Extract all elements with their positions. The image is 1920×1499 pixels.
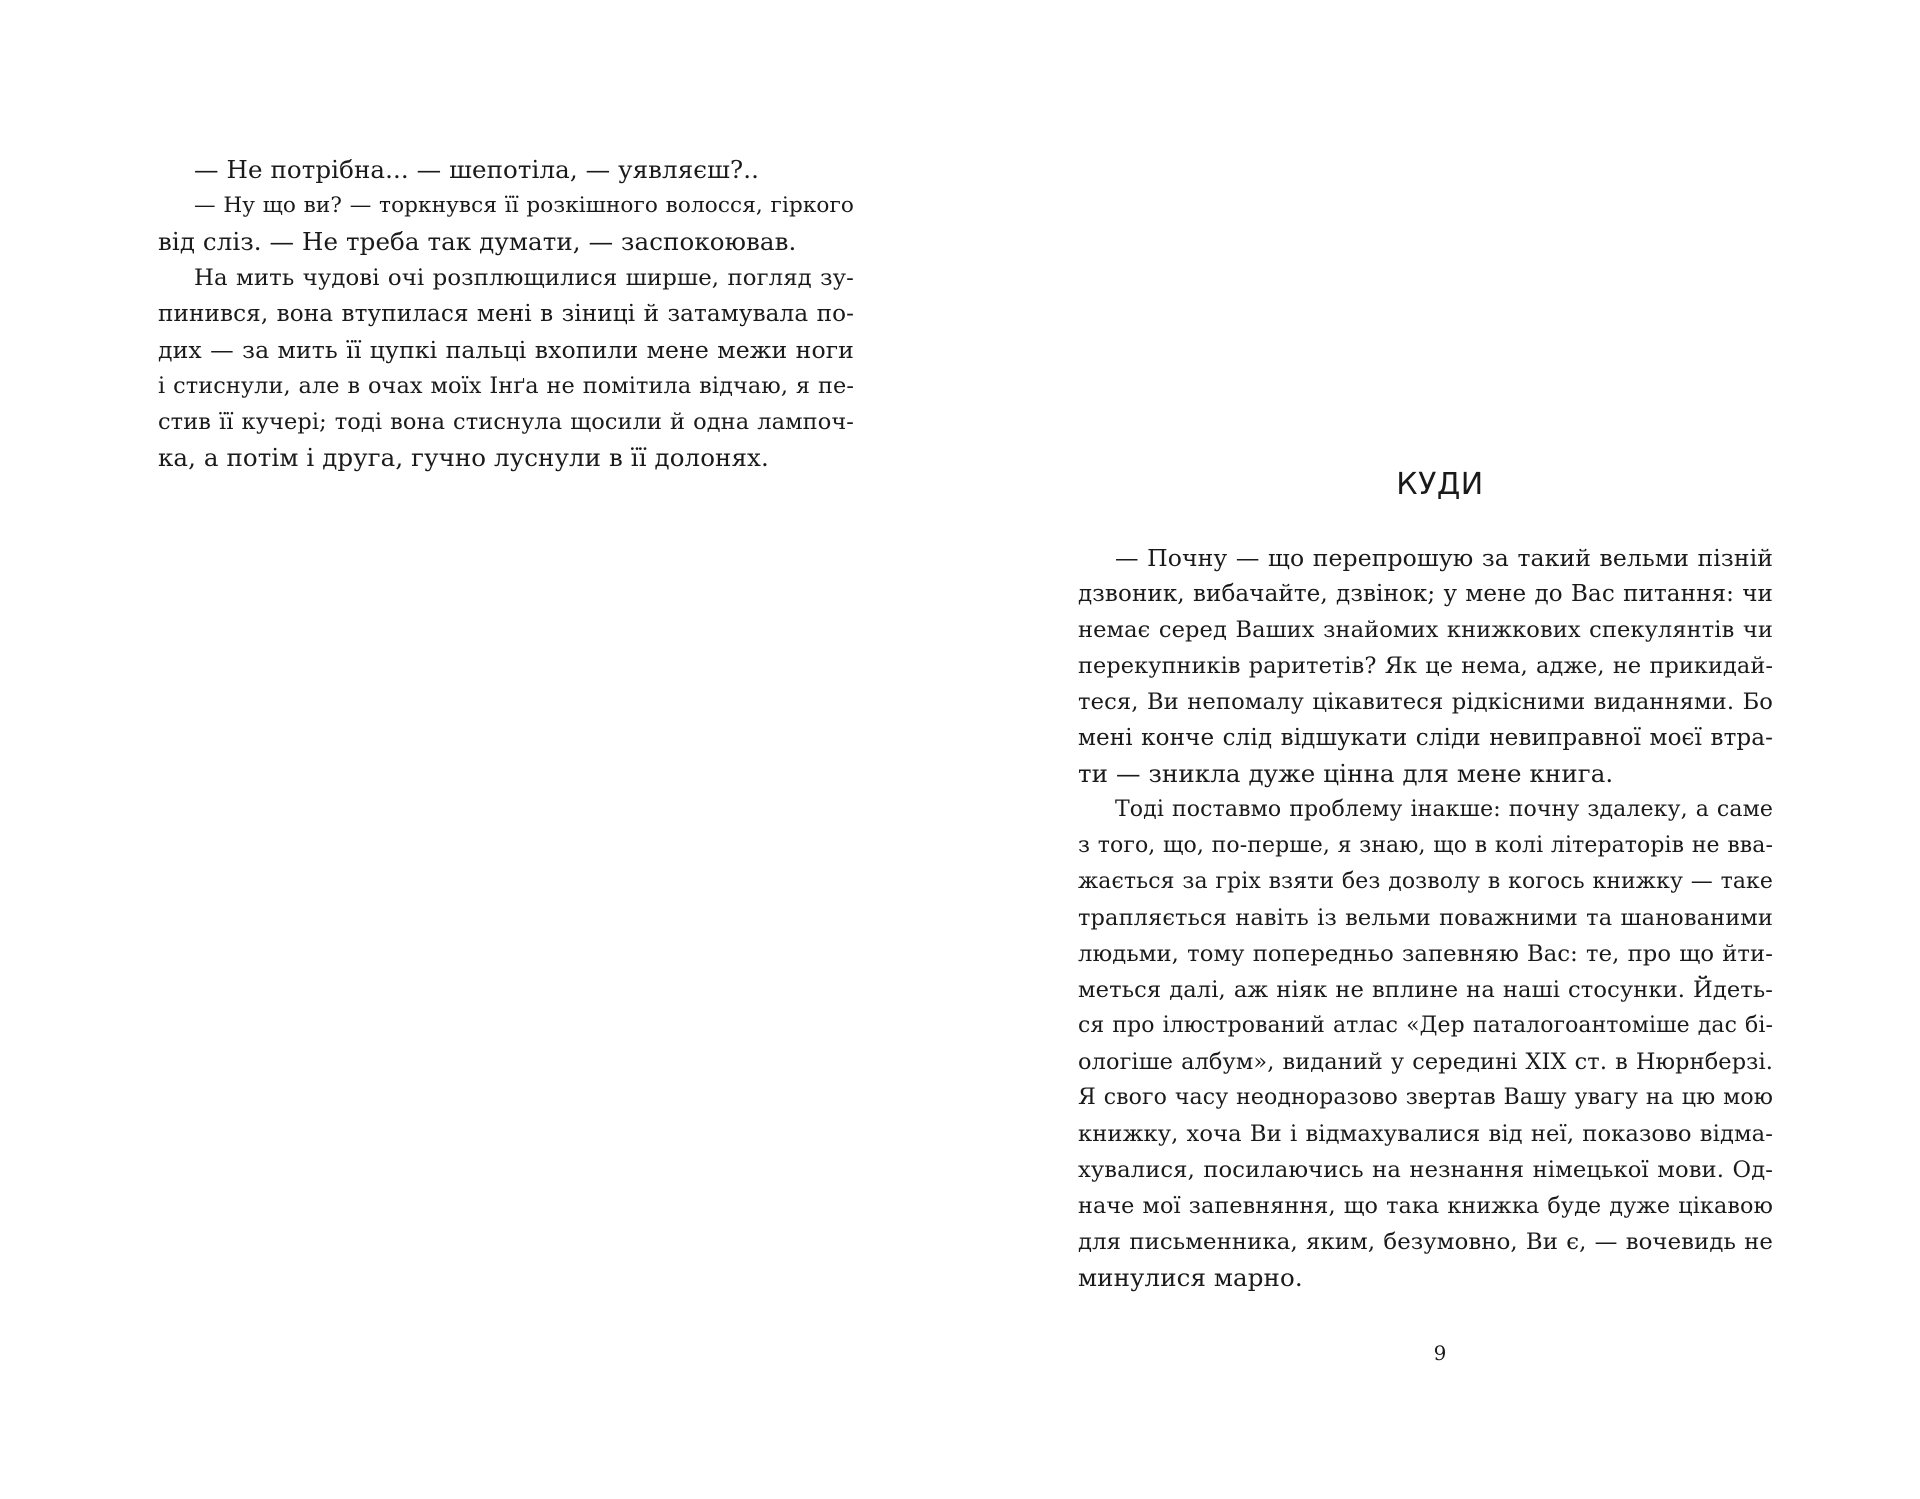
body-text-line: хувалися, посилаючись на незнання німецької мови. Од-: [1078, 1157, 1773, 1183]
body-text-line: від сліз. — Не треба так думати, — заспокоював.: [158, 227, 797, 256]
body-text-line: і стиснули, але в очах моїх Інґа не помітила відчаю, я пе-: [158, 373, 854, 399]
body-text-line: книжку, хоча Ви і відмахувалися від неї, показово відма-: [1078, 1121, 1773, 1147]
body-text-line: немає серед Ваших знайомих книжкових спекулянтів чи: [1078, 617, 1773, 643]
body-text-line: ся про ілюстрований атлас «Дер паталогоантоміше дас бі-: [1078, 1013, 1773, 1038]
body-text-line: стив її кучері; тоді вона стиснула щосили й одна лампоч-: [158, 409, 854, 435]
body-text-line: Тоді поставмо проблему інакше: почну здалеку, а саме: [1115, 797, 1773, 822]
body-text-line: Я свого часу неодноразово звертав Вашу увагу на цю мою: [1078, 1085, 1773, 1110]
body-text-line: На мить чудові очі розплющилися ширше, погляд зу-: [194, 265, 854, 291]
body-text-line: людьми, тому попередньо запевняю Вас: те, про що йти-: [1078, 941, 1773, 967]
body-text-line: мені конче слід відшукати сліди невиправної моєї втра-: [1078, 725, 1773, 751]
body-text-line: ти — зникла дуже цінна для мене книга.: [1078, 759, 1614, 788]
body-text-line: меться далі, аж ніяк не вплине на наші стосунки. Йдеть-: [1078, 977, 1773, 1003]
body-text-line: жається за гріх взяти без дозволу в когось книжку — таке: [1078, 869, 1773, 894]
page-number: 9: [1433, 1341, 1447, 1365]
body-text-line: наче мої запевняння, що така книжка буде дуже цікавою: [1078, 1193, 1773, 1219]
right-page: [960, 0, 1920, 1499]
body-text-line: дих — за мить її цупкі пальці вхопили мене межи ноги: [158, 336, 854, 364]
body-text-line: — Почну — що перепрошую за такий вельми пізній: [1115, 544, 1773, 572]
body-text-line: дзвоник, вибачайте, дзвінок; у мене до Вас питання: чи: [1078, 581, 1773, 607]
body-text-line: ка, а потім і друга, гучно луснули в її долонях.: [158, 443, 769, 472]
body-text-line: теся, Ви непомалу цікавитеся рідкісними виданнями. Бо: [1078, 689, 1773, 715]
body-text-line: минулися марно.: [1078, 1263, 1303, 1292]
body-text-line: — Не потрібна... — шепотіла, — уявляєш?..: [194, 155, 759, 184]
body-text-line: для письменника, яким, безумовно, Ви є, — вочевидь не: [1078, 1229, 1773, 1255]
body-text-line: ологіше албум», виданий у середині XIX ст. в Нюрнберзі.: [1078, 1049, 1773, 1075]
body-text-line: трапляється навіть із вельми поважними та шанованими: [1078, 905, 1773, 931]
body-text-line: з того, що, по-перше, я знаю, що в колі літераторів не вва-: [1078, 833, 1773, 858]
body-text-line: — Ну що ви? — торкнувся її розкішного волосся, гіркого: [194, 193, 854, 218]
body-text-line: пинився, вона втупилася мені в зіниці й затамувала по-: [158, 301, 854, 327]
chapter-title: КУДИ: [1396, 467, 1484, 502]
body-text-line: перекупників раритетів? Як це нема, адже, не прикидай-: [1078, 653, 1773, 679]
